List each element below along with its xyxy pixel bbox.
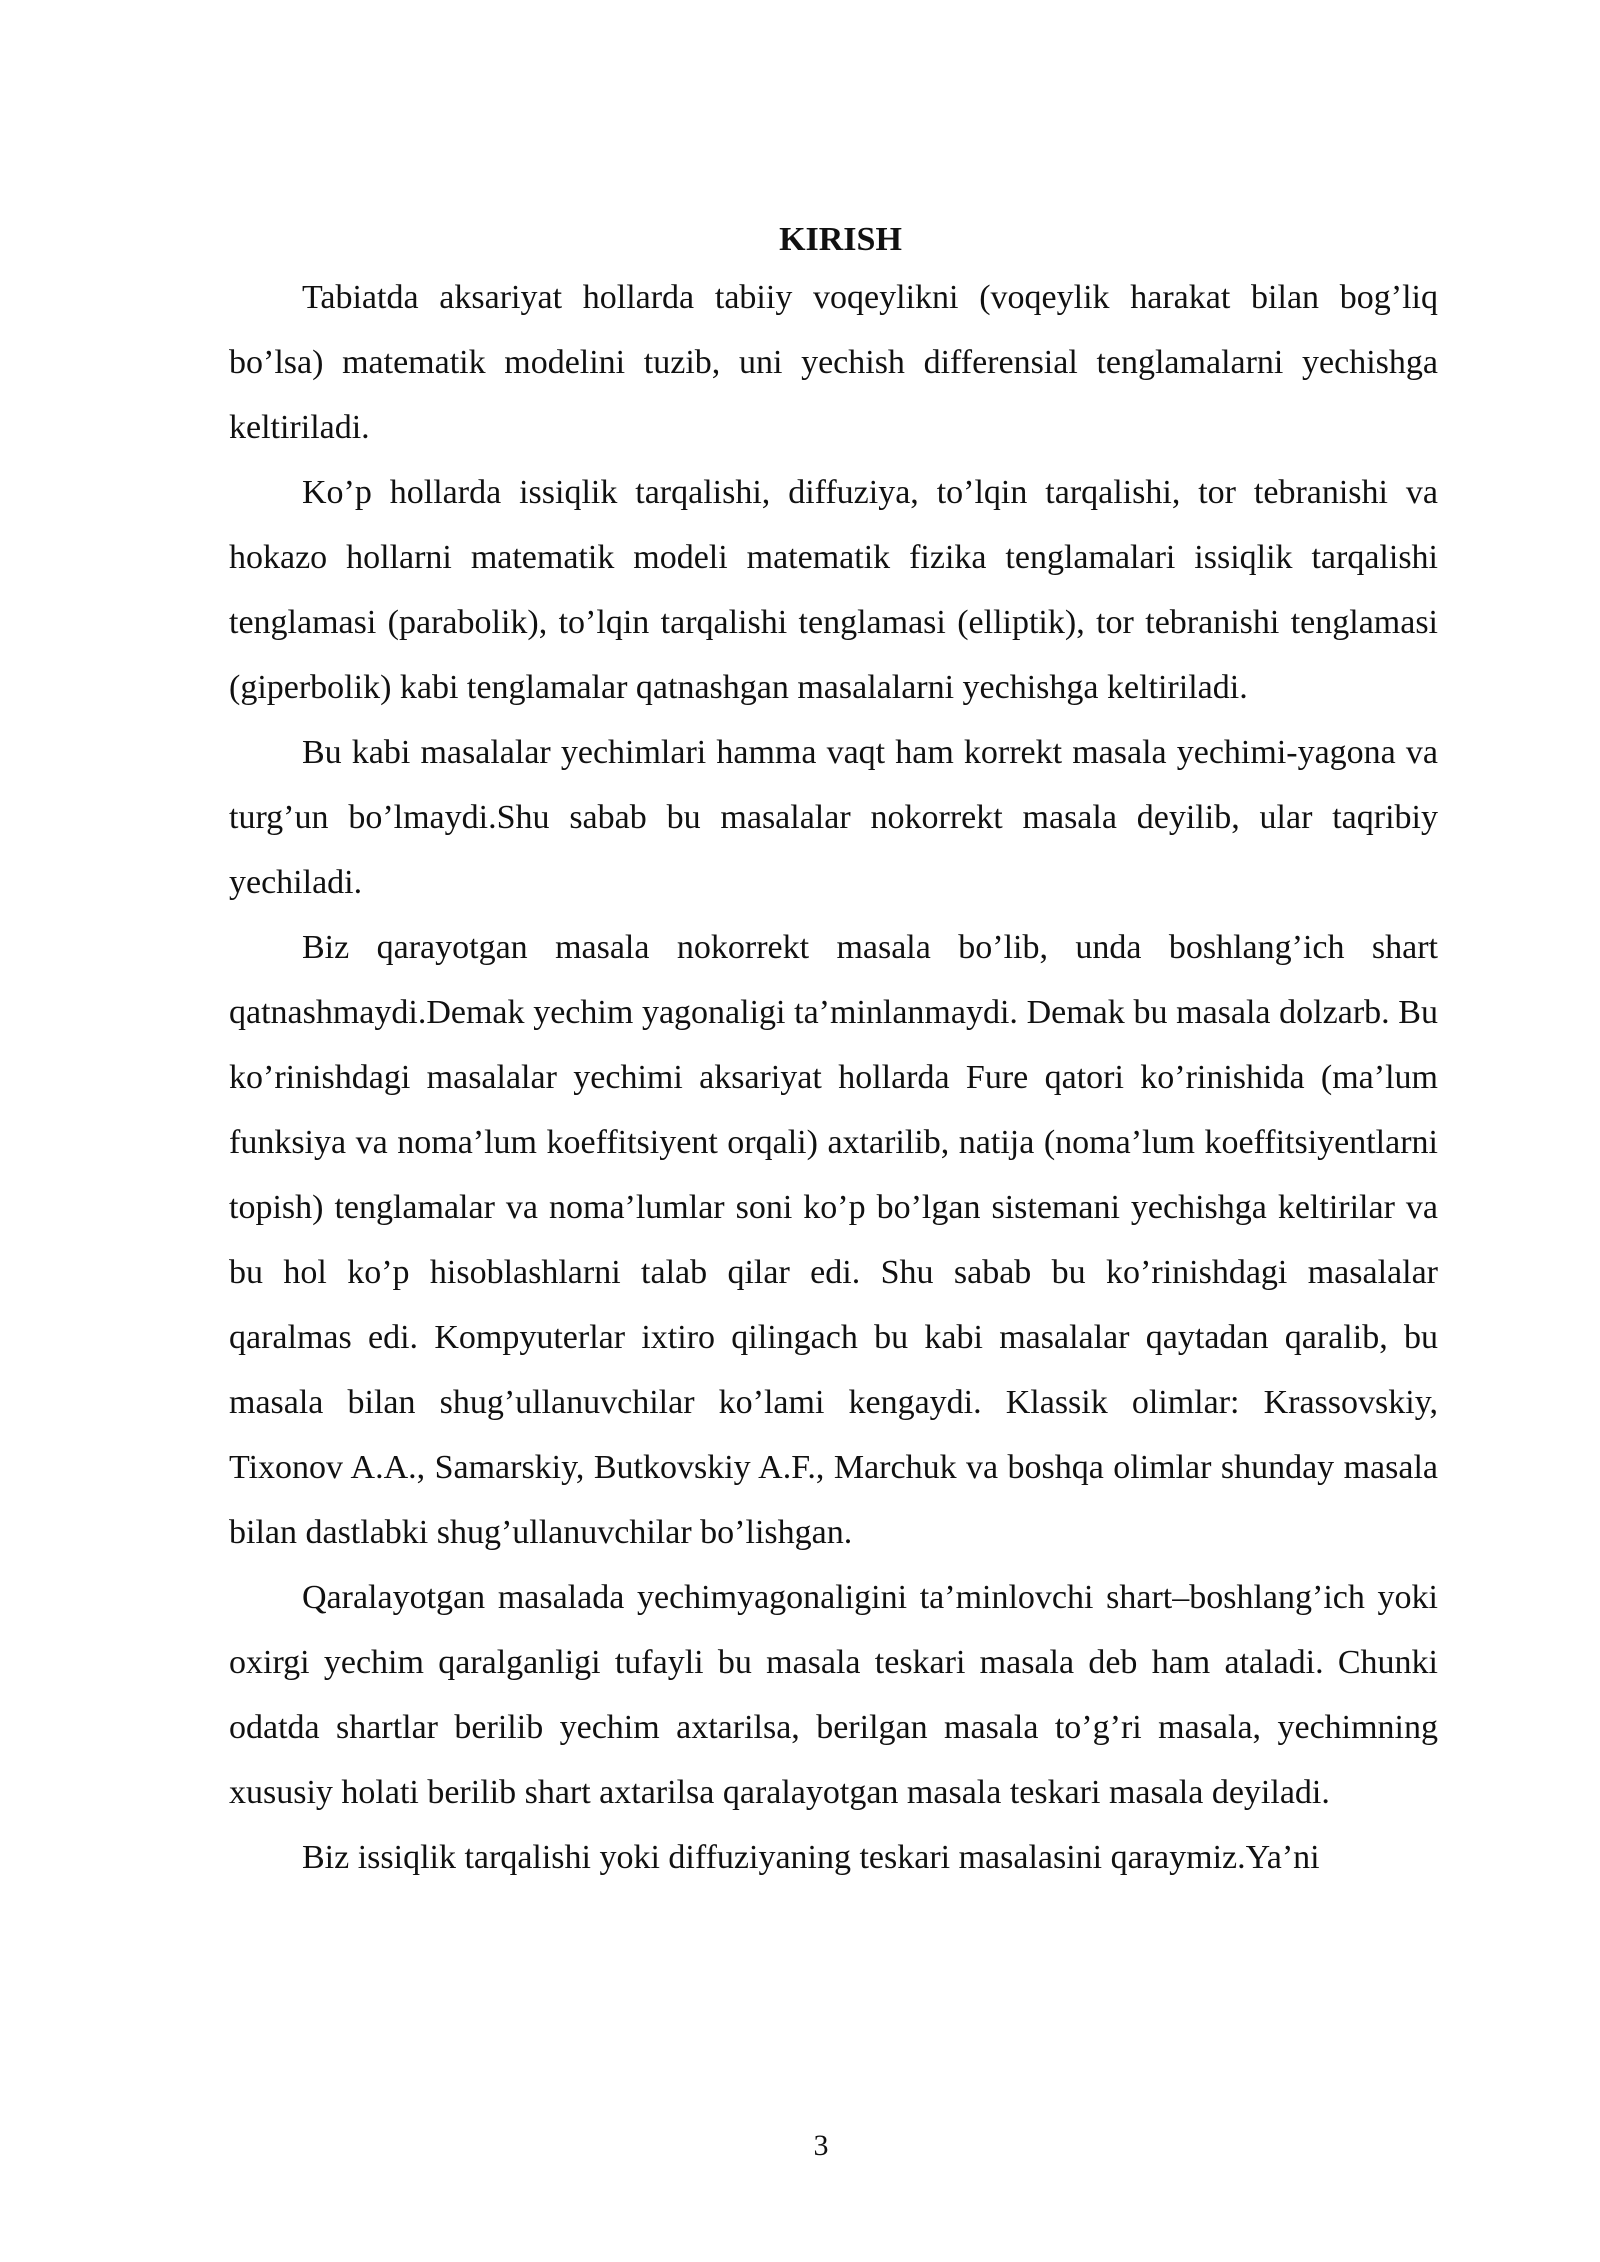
paragraph-5: Qaralayotgan masalada yechimyagonaligini ta’minlovchi shart–boshlang’ich yoki oxirgi yechim qaralganligi tufayli bu masala teskari masala deb ham ataladi. Chunki odatda shartlar berilib yechim axtarilsa, berilgan masala to’g’ri masala, yechimning xususiy holati berilib shart axtarilsa qaralayotgan masala teskari masala deyiladi. — [229, 1579, 1438, 1811]
paragraph-3: Bu kabi masalalar yechimlari hamma vaqt ham korrekt masala yechimi-yagona va turg’un bo’lmaydi.Shu sabab bu masalalar nokorrekt masala deyilib, ular taqribiy yechiladi. — [229, 734, 1438, 901]
page-number: 3 — [813, 2129, 829, 2162]
paragraph-6: Biz issiqlik tarqalishi yoki diffuziyaning teskari masalasini qaraymiz.Ya’ni — [302, 1839, 1320, 1876]
section-heading: KIRISH — [779, 221, 902, 258]
page-body — [229, 215, 1438, 1890]
paragraph-1: Tabiatda aksariyat hollarda tabiiy voqeylikni (voqeylik harakat bilan bog’liq bo’lsa) matematik modelini tuzib, uni yechish differensial tenglamalarni yechishga keltiriladi. — [229, 279, 1438, 446]
paragraph-4: Biz qarayotgan masala nokorrekt masala bo’lib, unda boshlang’ich shart qatnashmaydi.Demak yechim yagonaligi ta’minlanmaydi. Demak bu masala dolzarb. Bu ko’rinishdagi masalalar yechimi aksariyat hollarda Fure qatori ko’rinishida (ma’lum funksiya va noma’lum koeffitsiyent orqali) axtarilib, natija (noma’lum koeffitsiyentlarni topish) tenglamalar va noma’lumlar soni ko’p bo’lgan sistemani yechishga keltirilar va bu hol ko’p hisoblashlarni talab qilar edi. Shu sabab bu ko’rinishdagi masalalar qaralmas edi. Kompyuterlar ixtiro qilingach bu kabi masalalar qaytadan qaralib, bu masala bilan shug’ullanuvchilar ko’lami kengaydi. Klassik olimlar: Krassovskiy, Tixonov A.A., Samarskiy, Butkovskiy A.F., Marchuk va boshqa olimlar shunday masala bilan dastlabki shug’ullanuvchilar bo’lishgan. — [229, 929, 1438, 1551]
paragraph-2: Ko’p hollarda issiqlik tarqalishi, diffuziya, to’lqin tarqalishi, tor tebranishi va hokazo hollarni matematik modeli matematik fizika tenglamalari issiqlik tarqalishi tenglamasi (parabolik), to’lqin tarqalishi tenglamasi (elliptik), tor tebranishi tenglamasi (giperbolik) kabi tenglamalar qatnashgan masalalarni yechishga keltiriladi. — [229, 474, 1438, 706]
